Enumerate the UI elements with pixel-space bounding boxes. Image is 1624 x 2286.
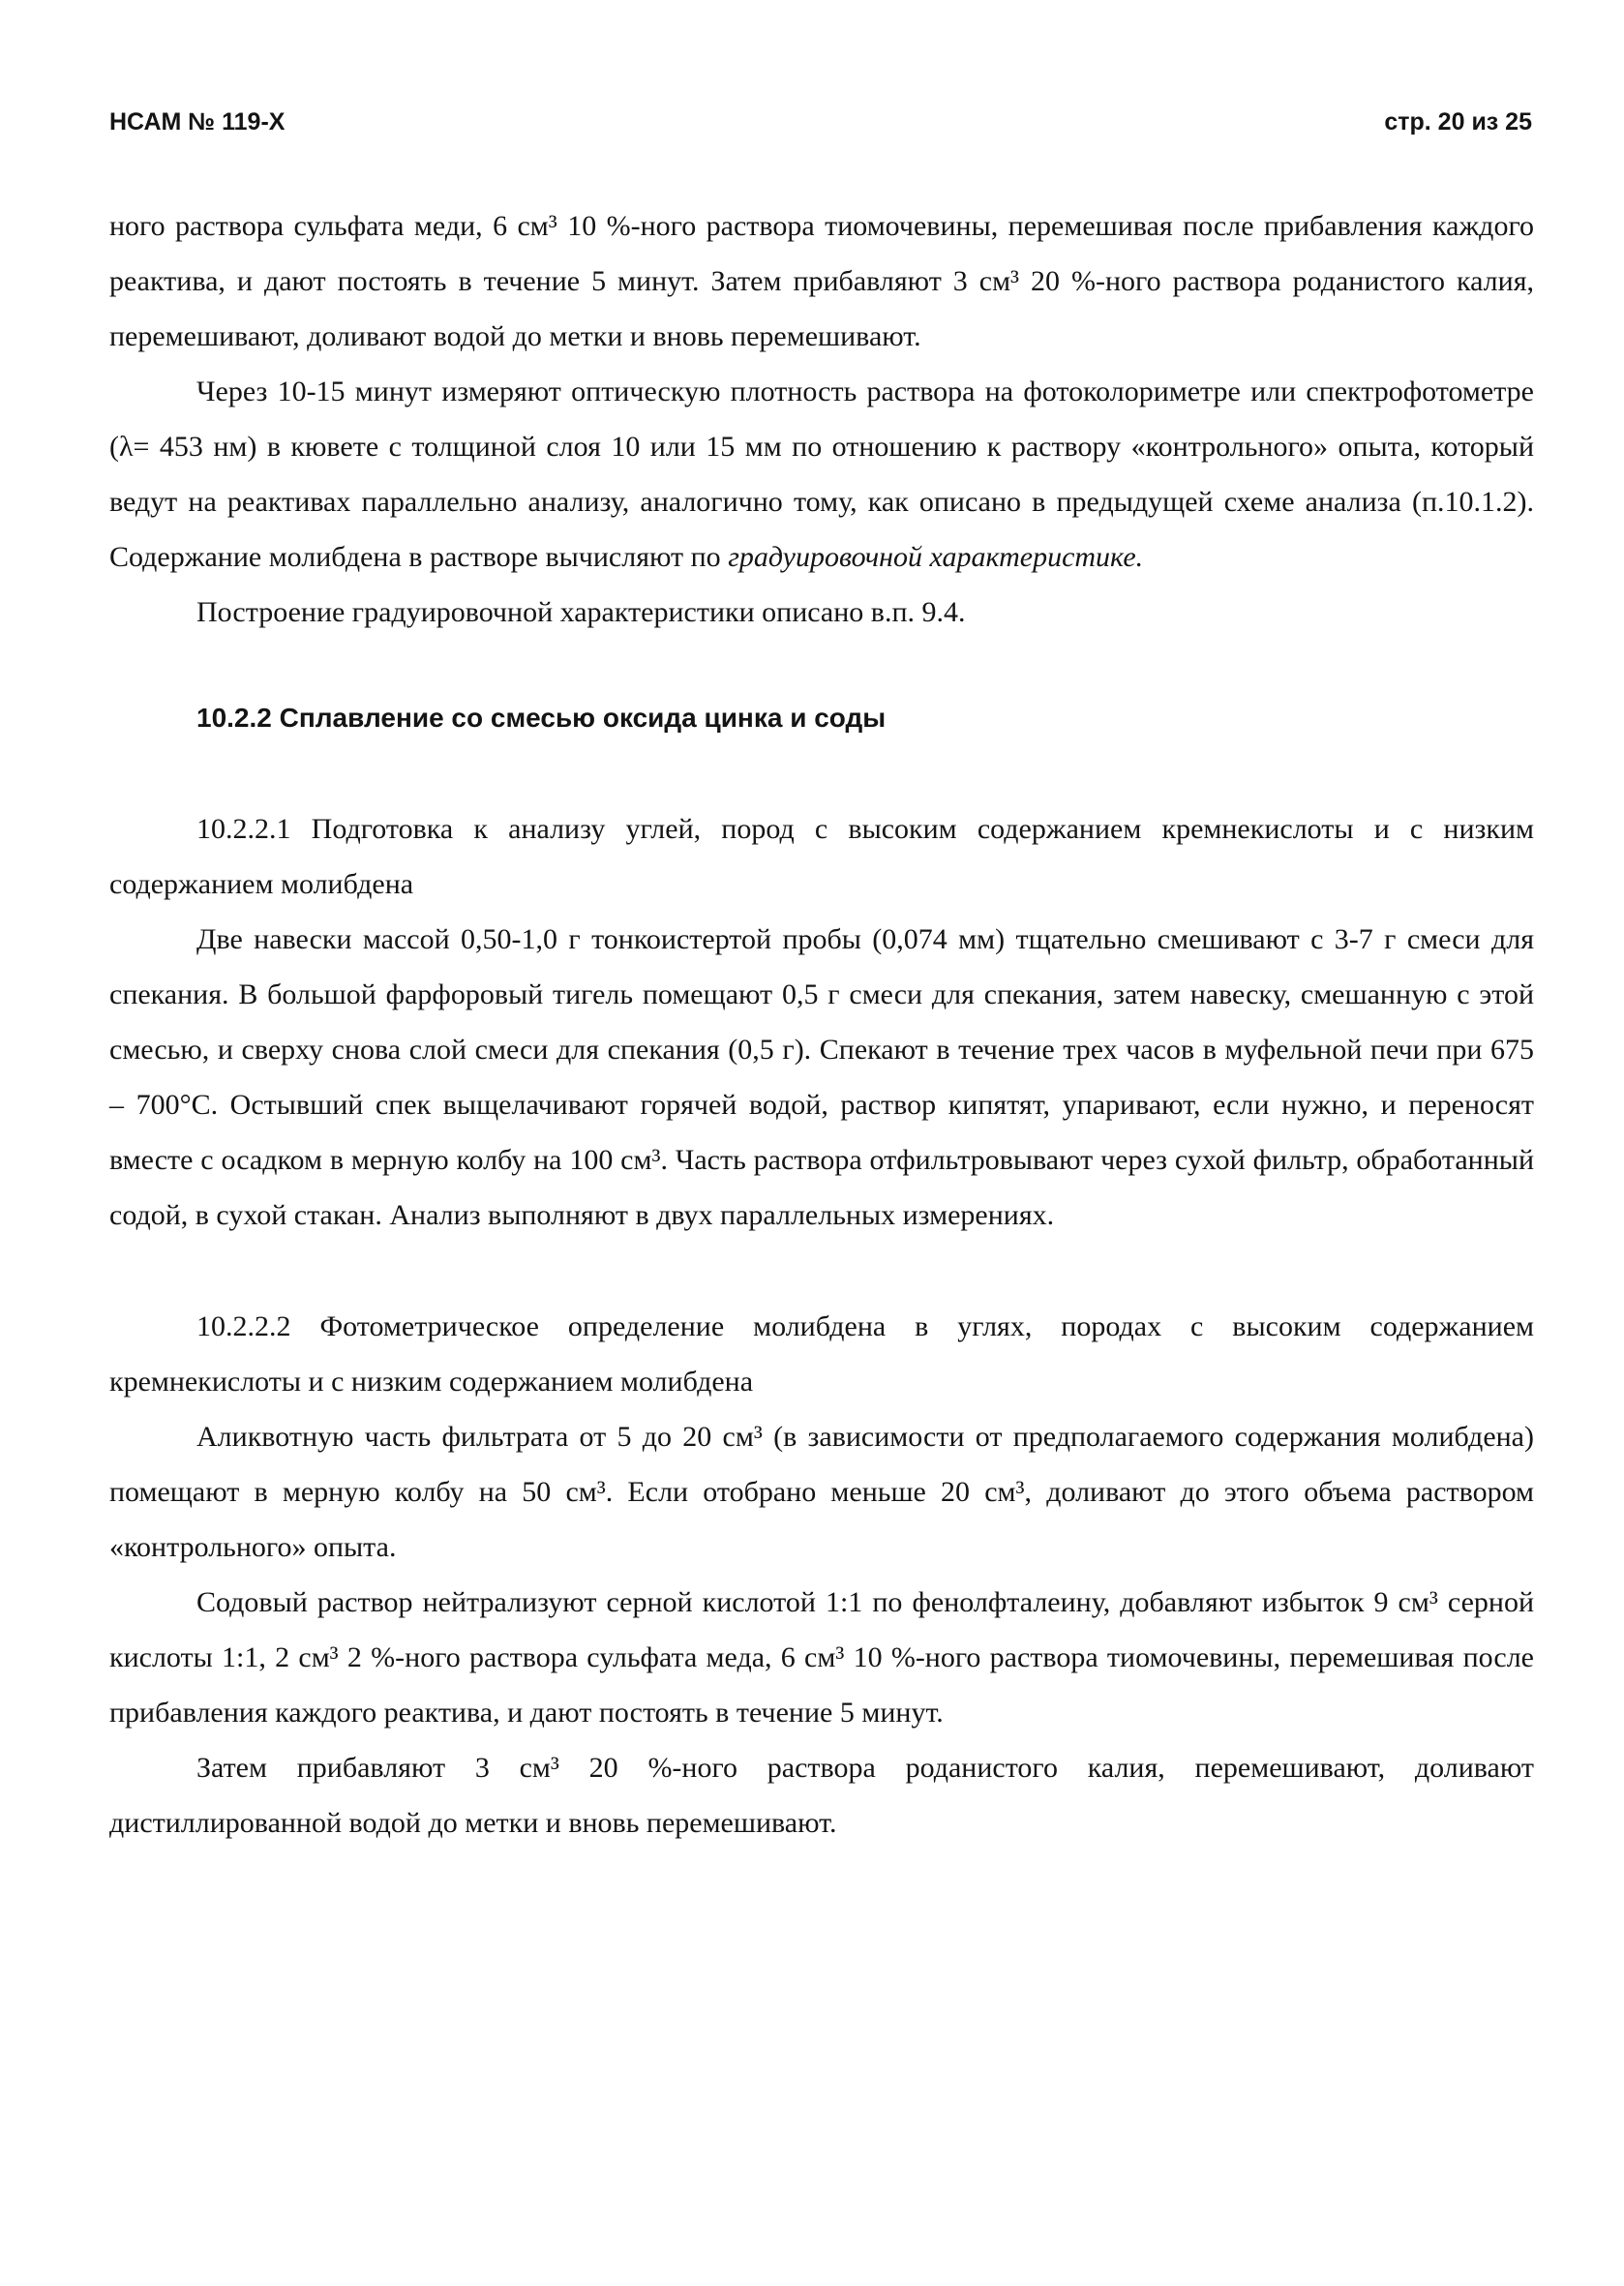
paragraph-measurement [109, 364, 1534, 585]
page-header [109, 108, 1532, 147]
paragraph-measurement-italic: градуировочной характеристике. [728, 541, 1144, 573]
page-number: стр. 20 из 25 [1384, 108, 1532, 135]
paragraph-neutralization: Содовый раствор нейтрализуют серной кислотой 1:1 по фенолфталеину, добавляют избыток 9 см³ серной кислоты 1:1, 2 см³ 2 %-ного раствора сульфата меда, 6 см³ 10 %-ного раствора тиомочевины, перемешивая после прибавления каждого реактива, и дают постоять в течение 5 минут. [109, 1586, 1534, 1729]
subsection-heading-photometric: 10.2.2.2 Фотометрическое определение молибдена в углях, породах с высоким содержанием кремнекислоты и с низким содержанием молибдена [109, 1310, 1534, 1398]
document-code: НСАМ № 119-Х [109, 108, 286, 135]
paragraph-aliquot: Аликвотную часть фильтрата от 5 до 20 см³ (в зависимости от предполагаемого содержания молибдена) помещают в мерную колбу на 50 см³. Если отобрано меньше 20 см³, доливают до этого объема раствором «контрольного» опыта. [109, 1421, 1534, 1563]
paragraph-final-step: Затем прибавляют 3 см³ 20 %-ного раствора роданистого калия, перемешивают, доливают дистиллированной водой до метки и вновь перемешивают. [109, 1752, 1534, 1839]
paragraph-continuation: ного раствора сульфата меди, 6 см³ 10 %-ного раствора тиомочевины, перемешивая после прибавления каждого реактива, и дают постоять в течение 5 минут. Затем прибавляют 3 см³ 20 %-ного раствора роданистого калия, перемешивают, доливают водой до метки и вновь перемешивают. [109, 210, 1534, 352]
paragraph-calibration-ref: Построение градуировочной характеристики описано в.п. 9.4. [196, 596, 966, 628]
section-heading: 10.2.2 Сплавление со смесью оксида цинка и соды [196, 703, 887, 733]
document-body [109, 198, 1534, 1850]
paragraph-sintering: Две навески массой 0,50-1,0 г тонкоистертой пробы (0,074 мм) тщательно смешивают с 3-7 г смеси для спекания. В большой фарфоровый тигель помещают 0,5 г смеси для спекания, затем навеску, смешанную с этой смесью, и сверху снова слой смеси для спекания (0,5 г). Спекают в течение трех часов в муфельной печи при 675 – 700°C. Остывший спек выщелачивают горячей водой, раствор кипятят, упаривают, если нужно, и переносят вместе с осадком в мерную колбу на 100 см³. Часть раствора отфильтровывают через сухой фильтр, обработанный содой, в сухой стакан. Анализ выполняют в двух параллельных измерениях. [109, 923, 1534, 1231]
paragraph-measurement-text: Через 10-15 минут измеряют оптическую плотность раствора на фотоколориметре или спектрофотометре (λ= 453 нм) в кювете с толщиной слоя 10 или 15 мм по отношению к раствору «контрольного» опыта, который ведут на реактивах параллельно анализу, аналогично тому, как описано в предыдущей схеме анализа (п.10.1.2). Содержание молибдена в растворе вычисляют по [109, 376, 1534, 573]
subsection-heading-prep: 10.2.2.1 Подготовка к анализу углей, пород с высоким содержанием кремнекислоты и с низким содержанием молибдена [109, 813, 1534, 900]
